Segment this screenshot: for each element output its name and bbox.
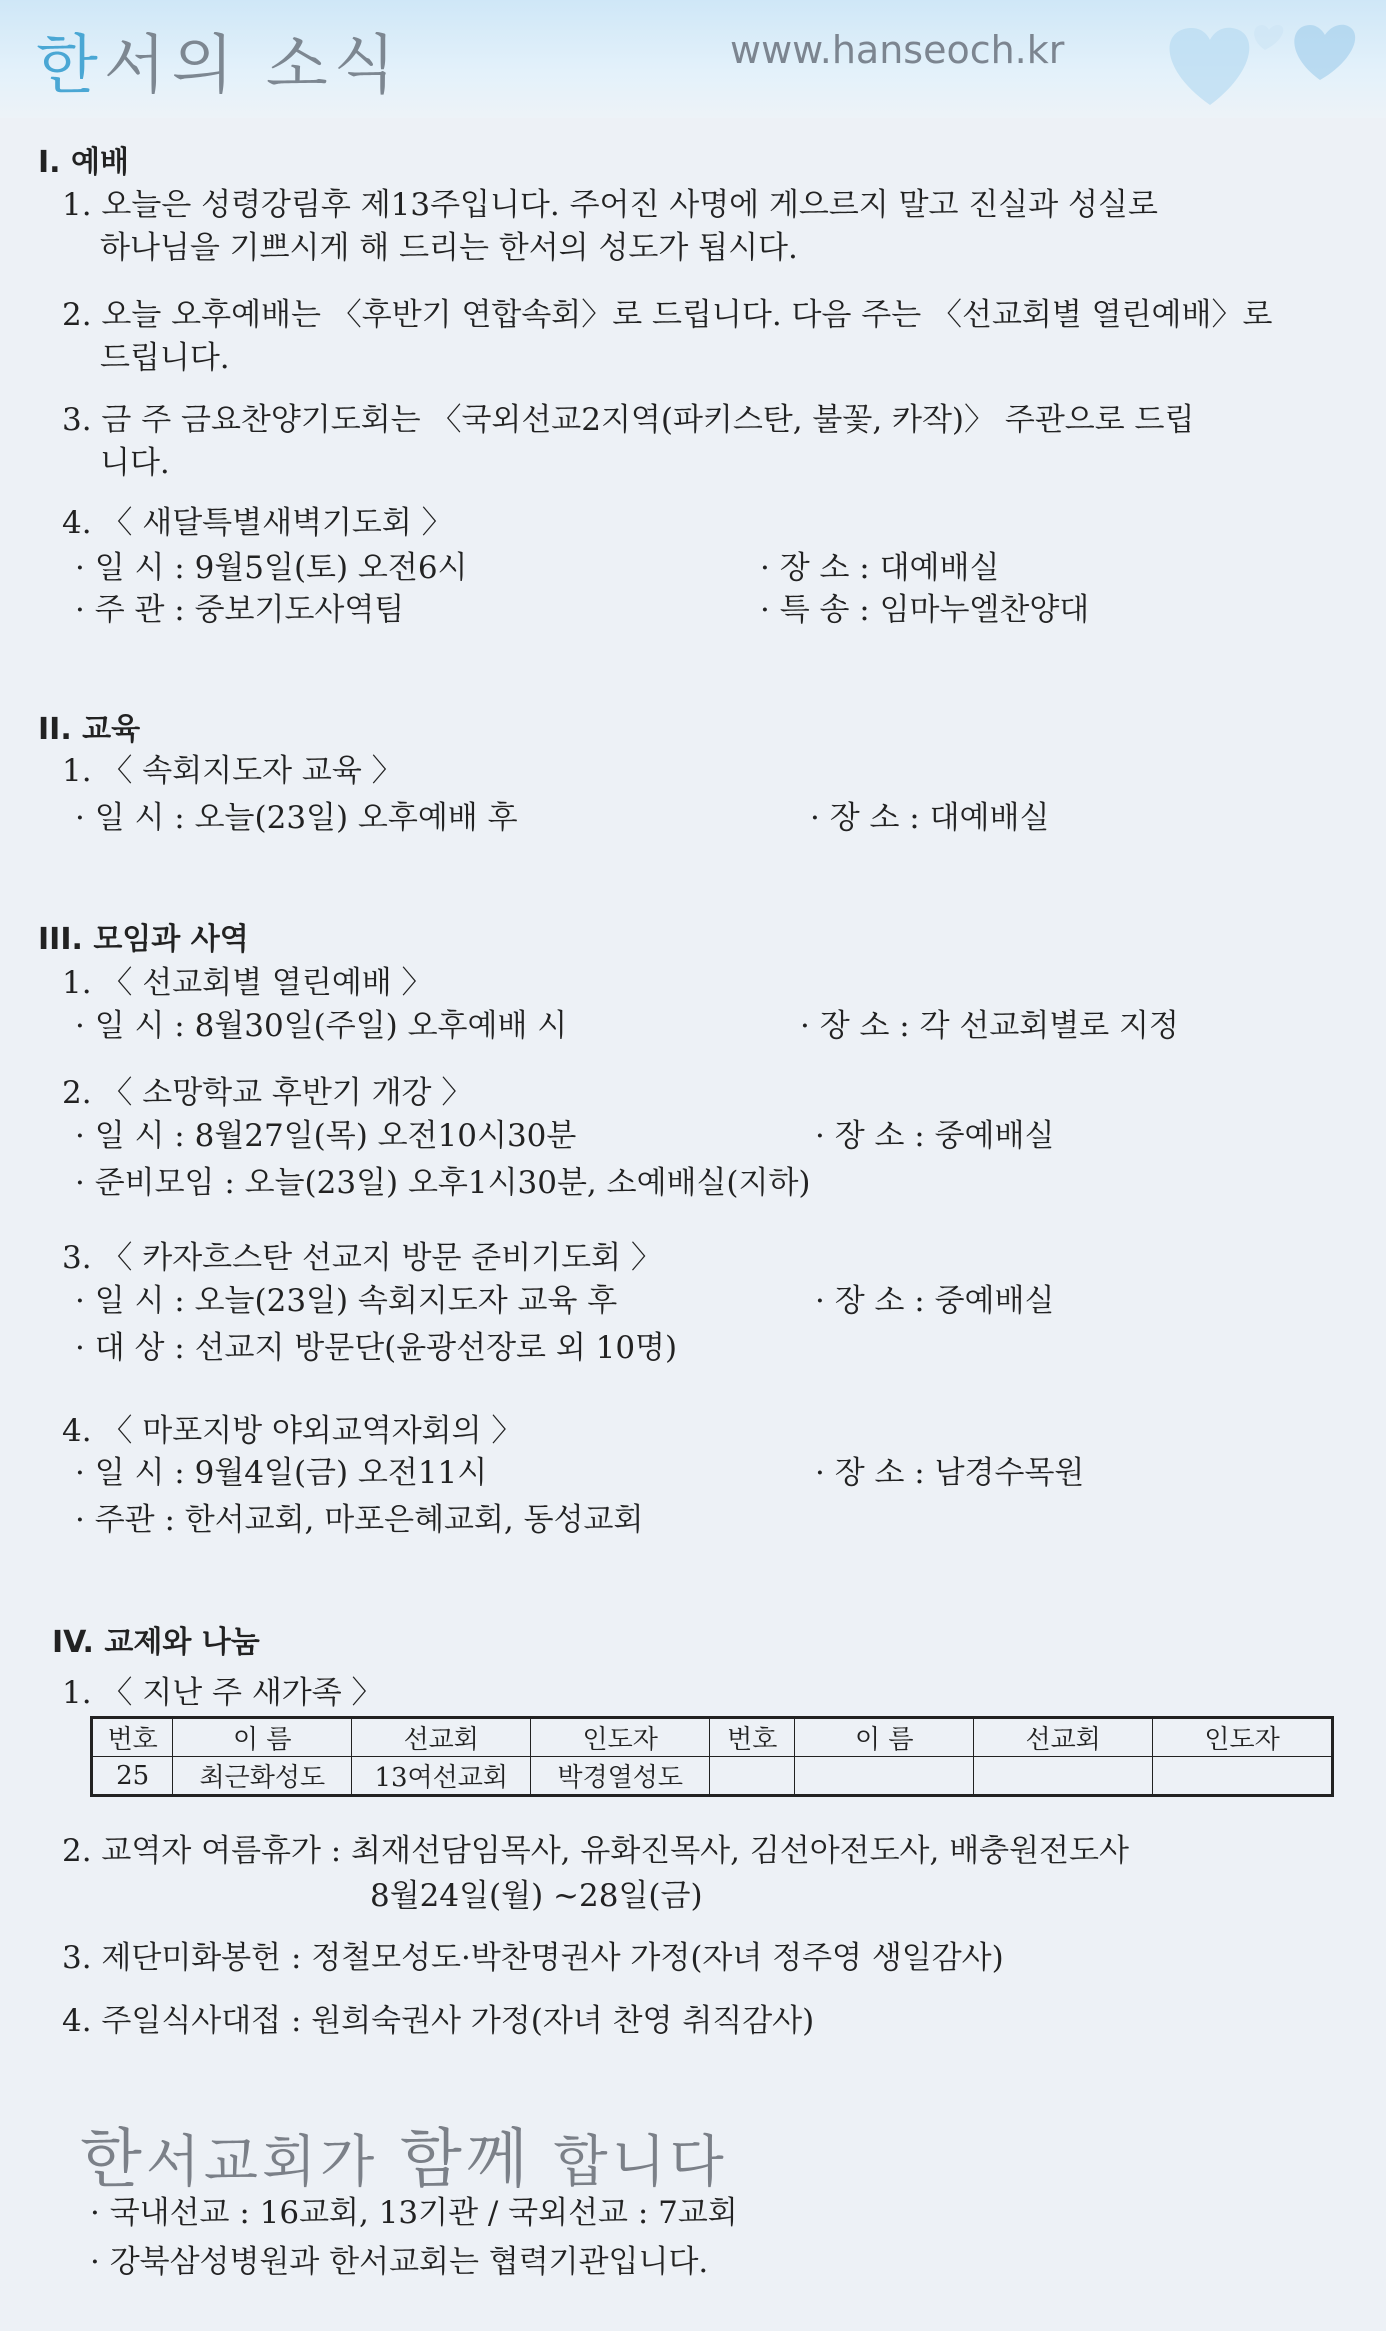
footer-title-part-3: 함께 [400, 2123, 532, 2197]
table-row [92, 1757, 1333, 1796]
cell-number-2 [710, 1757, 795, 1796]
section-fellowship-heading: IV. 교제와 나눔 [52, 1625, 260, 1660]
worship-item-3-line-2: 니다. [100, 445, 170, 481]
cell-mission-2 [974, 1757, 1153, 1796]
section-meetings-heading: III. 모임과 사역 [38, 922, 249, 957]
worship-item-1-line-2: 하나님을 기쁘시게 해 드리는 한서의 성도가 됩시다. [100, 230, 798, 266]
meetings-item-4-date: · 일 시 : 9월4일(금) 오전11시 [75, 1455, 488, 1491]
meetings-item-4-place: · 장 소 : 남경수목원 [815, 1455, 1085, 1491]
col-header-mission-2: 선교회 [974, 1718, 1153, 1757]
meetings-item-2-date: · 일 시 : 8월27일(목) 오전10시30분 [75, 1118, 577, 1154]
fellowship-item-3: 3. 제단미화봉헌 : 정철모성도·박찬명권사 가정(자녀 정주영 생일감사) [62, 1940, 1004, 1976]
title-rest: 서의 소식 [103, 29, 402, 103]
worship-item-2-line-2: 드립니다. [100, 340, 230, 376]
education-item-1-title: 1. 〈 속회지도자 교육 〉 [62, 753, 403, 789]
cell-guide: 박경열성도 [531, 1757, 710, 1796]
meetings-item-1-date: · 일 시 : 8월30일(주일) 오후예배 시 [75, 1008, 568, 1044]
col-header-name: 이 름 [173, 1718, 352, 1757]
worship-item-4-special: · 특 송 : 임마누엘찬양대 [760, 592, 1090, 628]
meetings-item-2-title: 2. 〈 소망학교 후반기 개강 〉 [62, 1075, 473, 1111]
footer-title-part-1: 한 [80, 2123, 146, 2197]
cell-name-2 [795, 1757, 974, 1796]
fellowship-item-4: 4. 주일식사대접 : 원희숙권사 가정(자녀 찬영 취직감사) [62, 2003, 815, 2039]
new-family-table [90, 1716, 1334, 1797]
worship-item-3-line-1: 3. 금 주 금요찬양기도회는 〈국외선교2지역(파키스탄, 불꽃, 카작)〉 주관으로 드립 [62, 402, 1195, 438]
meetings-item-1-place: · 장 소 : 각 선교회별로 지정 [800, 1008, 1179, 1044]
education-item-1-date: · 일 시 : 오늘(23일) 오후예배 후 [75, 800, 518, 836]
col-header-guide-2: 인도자 [1153, 1718, 1333, 1757]
cell-mission: 13여선교회 [352, 1757, 531, 1796]
worship-item-1-line-1: 1. 오늘은 성령강림후 제13주입니다. 주어진 사명에 게으르지 말고 진실과 성실로 [62, 187, 1158, 223]
education-item-1-place: · 장 소 : 대예배실 [810, 800, 1050, 836]
col-header-mission: 선교회 [352, 1718, 531, 1757]
fellowship-item-2-line-2: 8월24일(월) ~28일(금) [370, 1878, 703, 1914]
worship-item-4-title: 4. 〈 새달특별새벽기도회 〉 [62, 505, 453, 541]
meetings-item-3-place: · 장 소 : 중예배실 [815, 1283, 1055, 1319]
fellowship-item-2-line-1: 2. 교역자 여름휴가 : 최재선담임목사, 유화진목사, 김선아전도사, 배충원전도사 [62, 1833, 1129, 1869]
meetings-item-3-date: · 일 시 : 오늘(23일) 속회지도자 교육 후 [75, 1283, 618, 1319]
meetings-item-2-place: · 장 소 : 중예배실 [815, 1118, 1055, 1154]
title-first-char: 한 [36, 29, 104, 103]
table-header-row [92, 1718, 1333, 1757]
worship-item-4-place: · 장 소 : 대예배실 [760, 550, 1000, 586]
cell-name: 최근화성도 [173, 1757, 352, 1796]
meetings-item-3-title: 3. 〈 카자흐스탄 선교지 방문 준비기도회 〉 [62, 1240, 662, 1276]
footer-title [80, 2108, 728, 2200]
meetings-item-4-title: 4. 〈 마포지방 야외교역자회의 〉 [62, 1413, 523, 1449]
footer-mission-count: · 국내선교 : 16교회, 13기관 / 국외선교 : 7교회 [90, 2195, 738, 2231]
worship-item-4-date: · 일 시 : 9월5일(토) 오전6시 [75, 550, 468, 586]
col-header-name-2: 이 름 [795, 1718, 974, 1757]
col-header-guide: 인도자 [531, 1718, 710, 1757]
fellowship-item-1-title: 1. 〈 지난 주 새가족 〉 [62, 1675, 383, 1711]
worship-item-4-host: · 주 관 : 중보기도사역팀 [75, 592, 405, 628]
section-worship-heading: I. 예배 [38, 145, 129, 180]
cell-guide-2 [1153, 1757, 1333, 1796]
col-header-number-2: 번호 [710, 1718, 795, 1757]
meetings-item-1-title: 1. 〈 선교회별 열린예배 〉 [62, 965, 433, 1001]
footer-partner-note: · 강북삼성병원과 한서교회는 협력기관입니다. [90, 2244, 709, 2280]
footer-title-part-2: 서교회가 [145, 2130, 401, 2195]
section-education-heading: II. 교육 [38, 712, 141, 747]
meetings-item-4-host: · 주관 : 한서교회, 마포은혜교회, 동성교회 [75, 1502, 644, 1538]
worship-item-2-line-1: 2. 오늘 오후예배는 〈후반기 연합속회〉로 드립니다. 다음 주는 〈선교회별 열린예배〉로 [62, 297, 1273, 333]
meetings-item-2-prep: · 준비모임 : 오늘(23일) 오후1시30분, 소예배실(지하) [75, 1165, 811, 1201]
col-header-number: 번호 [92, 1718, 173, 1757]
website-url[interactable]: www.hanseoch.kr [730, 28, 1065, 72]
footer-title-part-4: 합니다 [531, 2130, 728, 2195]
meetings-item-3-target: · 대 상 : 선교지 방문단(윤광선장로 외 10명) [75, 1330, 678, 1366]
cell-number: 25 [92, 1757, 173, 1796]
